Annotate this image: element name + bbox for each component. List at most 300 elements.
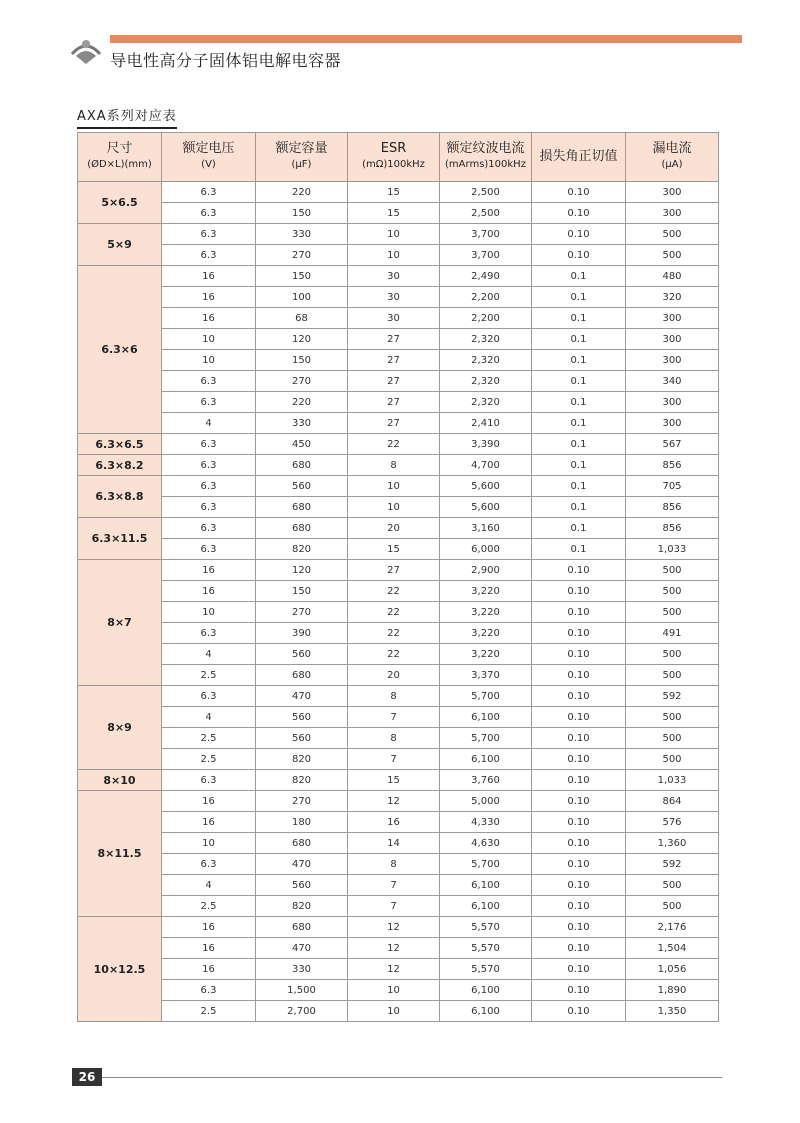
ripple-cell: 3,220	[440, 602, 532, 623]
tan-delta-cell: 0.10	[532, 623, 626, 644]
esr-cell: 10	[348, 1001, 440, 1022]
esr-cell: 30	[348, 308, 440, 329]
table-row	[78, 917, 719, 938]
ripple-cell: 6,100	[440, 896, 532, 917]
capacitance-cell: 680	[256, 917, 348, 938]
size-cell: 8×11.5	[78, 791, 162, 917]
esr-cell: 30	[348, 266, 440, 287]
voltage-cell: 2.5	[162, 665, 256, 686]
tan-delta-cell: 0.10	[532, 896, 626, 917]
leakage-cell: 856	[626, 455, 719, 476]
ripple-cell: 2,320	[440, 350, 532, 371]
column-header-unit: (mΩ)100kHz	[362, 159, 425, 170]
ripple-cell: 6,000	[440, 539, 532, 560]
header-accent-bar	[110, 35, 742, 43]
voltage-cell: 16	[162, 581, 256, 602]
esr-cell: 10	[348, 980, 440, 1001]
esr-cell: 10	[348, 476, 440, 497]
capacitance-cell: 100	[256, 287, 348, 308]
leakage-cell: 500	[626, 728, 719, 749]
ripple-cell: 5,700	[440, 728, 532, 749]
tan-delta-cell: 0.10	[532, 749, 626, 770]
voltage-cell: 6.3	[162, 434, 256, 455]
table-row	[78, 245, 719, 266]
tan-delta-cell: 0.10	[532, 182, 626, 203]
tan-delta-cell: 0.1	[532, 434, 626, 455]
voltage-cell: 16	[162, 308, 256, 329]
leakage-cell: 856	[626, 518, 719, 539]
capacitance-cell: 470	[256, 854, 348, 875]
tan-delta-cell: 0.10	[532, 224, 626, 245]
leakage-cell: 1,504	[626, 938, 719, 959]
esr-cell: 10	[348, 224, 440, 245]
voltage-cell: 4	[162, 875, 256, 896]
esr-cell: 15	[348, 770, 440, 791]
column-header-unit: (mArms)100kHz	[445, 159, 526, 170]
ripple-cell: 2,200	[440, 287, 532, 308]
column-header-unit: (V)	[201, 159, 216, 170]
column-header-unit: (μA)	[661, 159, 683, 170]
table-row	[78, 497, 719, 518]
esr-cell: 27	[348, 371, 440, 392]
ripple-cell: 6,100	[440, 1001, 532, 1022]
esr-cell: 22	[348, 623, 440, 644]
voltage-cell: 6.3	[162, 518, 256, 539]
esr-cell: 12	[348, 959, 440, 980]
tan-delta-cell: 0.10	[532, 644, 626, 665]
voltage-cell: 2.5	[162, 896, 256, 917]
footer-divider	[100, 1077, 722, 1078]
size-cell: 8×9	[78, 686, 162, 770]
voltage-cell: 6.3	[162, 623, 256, 644]
esr-cell: 12	[348, 791, 440, 812]
table-row	[78, 350, 719, 371]
esr-cell: 27	[348, 560, 440, 581]
leakage-cell: 300	[626, 392, 719, 413]
ripple-cell: 5,000	[440, 791, 532, 812]
capacitance-cell: 270	[256, 602, 348, 623]
esr-cell: 30	[348, 287, 440, 308]
leakage-cell: 300	[626, 350, 719, 371]
ripple-cell: 3,370	[440, 665, 532, 686]
ripple-cell: 2,320	[440, 392, 532, 413]
table-row	[78, 623, 719, 644]
voltage-cell: 10	[162, 833, 256, 854]
leakage-cell: 500	[626, 749, 719, 770]
table-row	[78, 392, 719, 413]
esr-cell: 7	[348, 896, 440, 917]
ripple-cell: 2,320	[440, 329, 532, 350]
table-row	[78, 182, 719, 203]
leakage-cell: 2,176	[626, 917, 719, 938]
leakage-cell: 500	[626, 644, 719, 665]
esr-cell: 15	[348, 203, 440, 224]
capacitance-cell: 1,500	[256, 980, 348, 1001]
voltage-cell: 16	[162, 266, 256, 287]
ripple-cell: 3,700	[440, 245, 532, 266]
leakage-cell: 567	[626, 434, 719, 455]
capacitance-cell: 560	[256, 644, 348, 665]
leakage-cell: 500	[626, 665, 719, 686]
voltage-cell: 4	[162, 413, 256, 434]
column-header-label: 尺寸	[106, 141, 133, 156]
size-cell: 8×7	[78, 560, 162, 686]
table-row	[78, 434, 719, 455]
table-row	[78, 812, 719, 833]
table-row	[78, 560, 719, 581]
capacitance-cell: 270	[256, 371, 348, 392]
ripple-cell: 5,600	[440, 497, 532, 518]
table-row	[78, 707, 719, 728]
ripple-cell: 2,410	[440, 413, 532, 434]
voltage-cell: 6.3	[162, 539, 256, 560]
tan-delta-cell: 0.1	[532, 308, 626, 329]
table-row	[78, 203, 719, 224]
leakage-cell: 500	[626, 602, 719, 623]
esr-cell: 7	[348, 875, 440, 896]
column-header-voltage	[162, 133, 256, 182]
esr-cell: 8	[348, 854, 440, 875]
table-row	[78, 602, 719, 623]
leakage-cell: 592	[626, 686, 719, 707]
leakage-cell: 320	[626, 287, 719, 308]
leakage-cell: 500	[626, 896, 719, 917]
esr-cell: 27	[348, 392, 440, 413]
capacitance-cell: 120	[256, 329, 348, 350]
table-row	[78, 329, 719, 350]
tan-delta-cell: 0.10	[532, 833, 626, 854]
voltage-cell: 6.3	[162, 224, 256, 245]
esr-cell: 10	[348, 245, 440, 266]
tan-delta-cell: 0.10	[532, 812, 626, 833]
table-header	[78, 133, 719, 182]
voltage-cell: 6.3	[162, 245, 256, 266]
voltage-cell: 6.3	[162, 371, 256, 392]
esr-cell: 20	[348, 665, 440, 686]
table-row	[78, 518, 719, 539]
esr-cell: 20	[348, 518, 440, 539]
esr-cell: 22	[348, 581, 440, 602]
ripple-cell: 2,500	[440, 203, 532, 224]
table-row	[78, 875, 719, 896]
size-cell: 8×10	[78, 770, 162, 791]
ripple-cell: 2,320	[440, 371, 532, 392]
section-label: AXA系列对应表	[77, 105, 177, 129]
leakage-cell: 1,033	[626, 770, 719, 791]
size-cell: 6.3×8.8	[78, 476, 162, 518]
esr-cell: 12	[348, 938, 440, 959]
column-header-label: 额定纹波电流	[446, 141, 525, 156]
tan-delta-cell: 0.1	[532, 266, 626, 287]
voltage-cell: 6.3	[162, 203, 256, 224]
ripple-cell: 2,900	[440, 560, 532, 581]
tan-delta-cell: 0.10	[532, 1001, 626, 1022]
capacitance-cell: 150	[256, 350, 348, 371]
esr-cell: 22	[348, 602, 440, 623]
tan-delta-cell: 0.1	[532, 455, 626, 476]
capacitance-cell: 680	[256, 497, 348, 518]
table-row	[78, 308, 719, 329]
esr-cell: 7	[348, 749, 440, 770]
ripple-cell: 3,220	[440, 644, 532, 665]
voltage-cell: 2.5	[162, 749, 256, 770]
ripple-cell: 3,390	[440, 434, 532, 455]
capacitance-cell: 820	[256, 770, 348, 791]
table-row	[78, 455, 719, 476]
voltage-cell: 16	[162, 560, 256, 581]
leakage-cell: 500	[626, 560, 719, 581]
capacitance-cell: 68	[256, 308, 348, 329]
voltage-cell: 2.5	[162, 728, 256, 749]
leakage-cell: 300	[626, 203, 719, 224]
column-header-unit: (ØD×L)(mm)	[87, 159, 152, 170]
size-cell: 5×6.5	[78, 182, 162, 224]
ripple-cell: 2,490	[440, 266, 532, 287]
table-row	[78, 854, 719, 875]
tan-delta-cell: 0.1	[532, 392, 626, 413]
column-header-label: 漏电流	[652, 141, 692, 156]
ripple-cell: 5,570	[440, 938, 532, 959]
voltage-cell: 16	[162, 812, 256, 833]
column-header-leakage-current	[626, 133, 719, 182]
ripple-cell: 6,100	[440, 707, 532, 728]
tan-delta-cell: 0.1	[532, 497, 626, 518]
column-header-label: 额定容量	[275, 141, 328, 156]
esr-cell: 27	[348, 413, 440, 434]
capacitance-cell: 560	[256, 707, 348, 728]
ripple-cell: 6,100	[440, 749, 532, 770]
ripple-cell: 6,100	[440, 875, 532, 896]
tan-delta-cell: 0.1	[532, 371, 626, 392]
voltage-cell: 6.3	[162, 686, 256, 707]
capacitance-cell: 330	[256, 959, 348, 980]
table-row	[78, 581, 719, 602]
leakage-cell: 576	[626, 812, 719, 833]
voltage-cell: 2.5	[162, 1001, 256, 1022]
ripple-cell: 3,700	[440, 224, 532, 245]
tan-delta-cell: 0.10	[532, 770, 626, 791]
capacitance-cell: 150	[256, 203, 348, 224]
ripple-cell: 5,700	[440, 686, 532, 707]
leakage-cell: 1,890	[626, 980, 719, 1001]
capacitance-cell: 330	[256, 224, 348, 245]
table-row	[78, 224, 719, 245]
column-header-size	[78, 133, 162, 182]
table-row	[78, 539, 719, 560]
leakage-cell: 300	[626, 182, 719, 203]
size-cell: 5×9	[78, 224, 162, 266]
voltage-cell: 6.3	[162, 476, 256, 497]
capacitance-cell: 270	[256, 245, 348, 266]
size-cell: 6.3×11.5	[78, 518, 162, 560]
esr-cell: 10	[348, 497, 440, 518]
capacitance-cell: 560	[256, 728, 348, 749]
column-header-ripple-current	[440, 133, 532, 182]
tan-delta-cell: 0.1	[532, 413, 626, 434]
capacitance-cell: 470	[256, 686, 348, 707]
table-row	[78, 770, 719, 791]
company-logo	[66, 30, 106, 70]
size-cell: 6.3×6.5	[78, 434, 162, 455]
leakage-cell: 480	[626, 266, 719, 287]
voltage-cell: 4	[162, 707, 256, 728]
capacitance-cell: 2,700	[256, 1001, 348, 1022]
leakage-cell: 500	[626, 245, 719, 266]
esr-cell: 8	[348, 686, 440, 707]
tan-delta-cell: 0.10	[532, 854, 626, 875]
table-row	[78, 749, 719, 770]
tan-delta-cell: 0.1	[532, 287, 626, 308]
capacitance-cell: 680	[256, 518, 348, 539]
leakage-cell: 340	[626, 371, 719, 392]
leakage-cell: 856	[626, 497, 719, 518]
column-header-label: 额定电压	[182, 141, 235, 156]
ripple-cell: 3,220	[440, 581, 532, 602]
column-header-capacitance	[256, 133, 348, 182]
tan-delta-cell: 0.10	[532, 665, 626, 686]
esr-cell: 14	[348, 833, 440, 854]
tan-delta-cell: 0.10	[532, 560, 626, 581]
table-row	[78, 287, 719, 308]
table-body	[78, 182, 719, 1022]
capacitance-cell: 820	[256, 896, 348, 917]
column-header-unit: (μF)	[291, 159, 312, 170]
ripple-cell: 4,630	[440, 833, 532, 854]
leakage-cell: 300	[626, 329, 719, 350]
leakage-cell: 1,056	[626, 959, 719, 980]
capacitance-cell: 220	[256, 182, 348, 203]
esr-cell: 16	[348, 812, 440, 833]
ripple-cell: 3,760	[440, 770, 532, 791]
capacitance-cell: 560	[256, 476, 348, 497]
esr-cell: 22	[348, 644, 440, 665]
voltage-cell: 16	[162, 938, 256, 959]
leakage-cell: 592	[626, 854, 719, 875]
esr-cell: 8	[348, 455, 440, 476]
tan-delta-cell: 0.1	[532, 350, 626, 371]
tan-delta-cell: 0.10	[532, 707, 626, 728]
tan-delta-cell: 0.1	[532, 329, 626, 350]
capacitance-cell: 820	[256, 539, 348, 560]
ripple-cell: 2,200	[440, 308, 532, 329]
capacitance-cell: 470	[256, 938, 348, 959]
capacitance-cell: 820	[256, 749, 348, 770]
esr-cell: 15	[348, 539, 440, 560]
capacitance-cell: 680	[256, 455, 348, 476]
table-row	[78, 413, 719, 434]
tan-delta-cell: 0.1	[532, 539, 626, 560]
table-row	[78, 938, 719, 959]
table-row	[78, 959, 719, 980]
ripple-cell: 5,600	[440, 476, 532, 497]
leakage-cell: 500	[626, 224, 719, 245]
table-row	[78, 686, 719, 707]
leakage-cell: 500	[626, 707, 719, 728]
capacitance-cell: 220	[256, 392, 348, 413]
tan-delta-cell: 0.10	[532, 686, 626, 707]
table-row	[78, 371, 719, 392]
size-cell: 10×12.5	[78, 917, 162, 1022]
voltage-cell: 16	[162, 917, 256, 938]
tan-delta-cell: 0.10	[532, 917, 626, 938]
leakage-cell: 1,033	[626, 539, 719, 560]
capacitance-cell: 330	[256, 413, 348, 434]
ripple-cell: 5,570	[440, 959, 532, 980]
column-header-label: 损失角正切值	[539, 149, 618, 164]
leakage-cell: 300	[626, 413, 719, 434]
esr-cell: 27	[348, 329, 440, 350]
leakage-cell: 500	[626, 581, 719, 602]
table-row	[78, 896, 719, 917]
voltage-cell: 6.3	[162, 182, 256, 203]
voltage-cell: 16	[162, 791, 256, 812]
tan-delta-cell: 0.10	[532, 245, 626, 266]
column-header-esr	[348, 133, 440, 182]
table-row	[78, 266, 719, 287]
leakage-cell: 705	[626, 476, 719, 497]
tan-delta-cell: 0.10	[532, 959, 626, 980]
tan-delta-cell: 0.10	[532, 602, 626, 623]
ripple-cell: 2,500	[440, 182, 532, 203]
tan-delta-cell: 0.10	[532, 791, 626, 812]
capacitance-cell: 450	[256, 434, 348, 455]
esr-cell: 12	[348, 917, 440, 938]
leakage-cell: 1,360	[626, 833, 719, 854]
tan-delta-cell: 0.10	[532, 203, 626, 224]
ripple-cell: 5,570	[440, 917, 532, 938]
spec-table	[77, 132, 719, 1022]
leakage-cell: 1,350	[626, 1001, 719, 1022]
table-row	[78, 980, 719, 1001]
leakage-cell: 864	[626, 791, 719, 812]
size-cell: 6.3×8.2	[78, 455, 162, 476]
esr-cell: 27	[348, 350, 440, 371]
esr-cell: 15	[348, 182, 440, 203]
esr-cell: 7	[348, 707, 440, 728]
size-cell: 6.3×6	[78, 266, 162, 434]
tan-delta-cell: 0.10	[532, 728, 626, 749]
capacitance-cell: 680	[256, 665, 348, 686]
voltage-cell: 10	[162, 329, 256, 350]
table-row	[78, 833, 719, 854]
ripple-cell: 5,700	[440, 854, 532, 875]
capacitance-cell: 390	[256, 623, 348, 644]
table-row	[78, 644, 719, 665]
voltage-cell: 6.3	[162, 980, 256, 1001]
column-header-label: ESR	[380, 141, 407, 156]
table-row	[78, 791, 719, 812]
tan-delta-cell: 0.10	[532, 875, 626, 896]
capacitance-cell: 180	[256, 812, 348, 833]
leakage-cell: 300	[626, 308, 719, 329]
leakage-cell: 491	[626, 623, 719, 644]
voltage-cell: 16	[162, 959, 256, 980]
page-number: 26	[72, 1068, 102, 1086]
voltage-cell: 10	[162, 602, 256, 623]
leakage-cell: 500	[626, 875, 719, 896]
tan-delta-cell: 0.1	[532, 476, 626, 497]
capacitance-cell: 150	[256, 581, 348, 602]
table-row	[78, 665, 719, 686]
voltage-cell: 10	[162, 350, 256, 371]
voltage-cell: 6.3	[162, 854, 256, 875]
capacitance-cell: 150	[256, 266, 348, 287]
ripple-cell: 4,700	[440, 455, 532, 476]
voltage-cell: 6.3	[162, 392, 256, 413]
tan-delta-cell: 0.10	[532, 980, 626, 1001]
capacitance-cell: 120	[256, 560, 348, 581]
ripple-cell: 6,100	[440, 980, 532, 1001]
